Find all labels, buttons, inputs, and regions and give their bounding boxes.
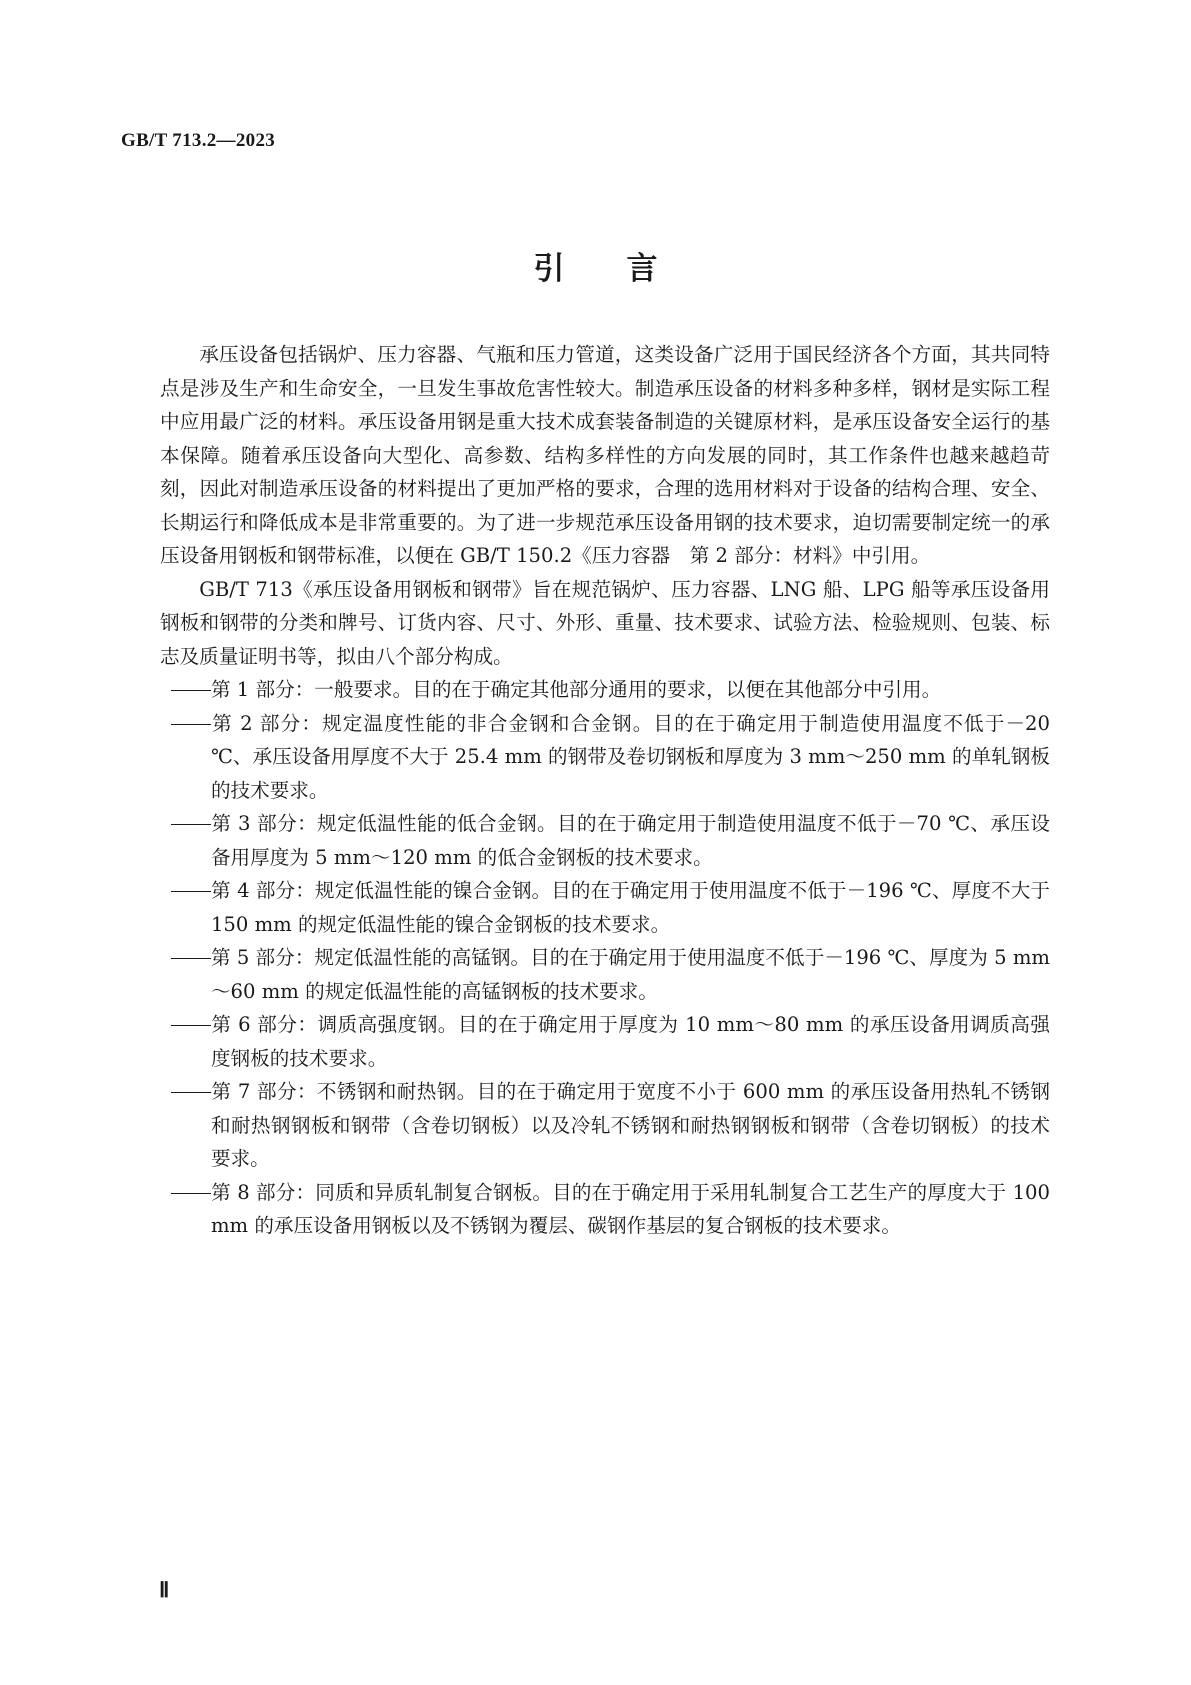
list-item-part-2 bbox=[160, 707, 1050, 808]
list-item-part-8 bbox=[160, 1176, 1050, 1243]
page-number: Ⅱ bbox=[159, 1578, 170, 1602]
list-item-text: 第 1 部分：一般要求。目的在于确定其他部分通用的要求，以便在其他部分中引用。 bbox=[210, 678, 942, 701]
list-item-part-6 bbox=[160, 1008, 1050, 1075]
dash-marker bbox=[160, 673, 211, 707]
list-item-part-1 bbox=[160, 673, 1050, 707]
dash-marker bbox=[160, 807, 211, 841]
list-item-part-4 bbox=[160, 874, 1050, 941]
list-item-part-5 bbox=[160, 941, 1050, 1008]
list-item-text: 第 7 部分：不锈钢和耐热钢。目的在于确定用于宽度不小于 600 mm 的承压设备用热轧不锈钢和耐热钢钢板和钢带（含卷切钢板）以及冷轧不锈钢和耐热钢钢板和钢带（含卷切钢板）的技术要求。 bbox=[210, 1080, 1050, 1170]
dash-marker bbox=[160, 707, 211, 741]
intro-paragraph-2: GB/T 713《承压设备用钢板和钢带》旨在规范锅炉、压力容器、LNG 船、LPG 船等承压设备用钢板和钢带的分类和牌号、订货内容、尺寸、外形、重量、技术要求、试验方法、检验规则、包装、标志及质量证明书等，拟由八个部分构成。 bbox=[160, 577, 1050, 668]
list-item-text: 第 3 部分：规定低温性能的低合金钢。目的在于确定用于制造使用温度不低于－70 ℃、承压设备用厚度为 5 mm～120 mm 的低合金钢板的技术要求。 bbox=[210, 812, 1050, 869]
list-item-text: 第 2 部分：规定温度性能的非合金钢和合金钢。目的在于确定用于制造使用温度不低于－20 ℃、承压设备用厚度不大于 25.4 mm 的钢带及卷切钢板和厚度为 3 mm～250 mm 的单轧钢板的技术要求。 bbox=[210, 711, 1050, 802]
dash-marker bbox=[160, 1075, 211, 1109]
list-item-text: 第 4 部分：规定低温性能的镍合金钢。目的在于确定用于使用温度不低于－196 ℃、厚度不大于 150 mm 的规定低温性能的镍合金钢板的技术要求。 bbox=[210, 879, 1050, 936]
list-item-text: 第 6 部分：调质高强度钢。目的在于确定用于厚度为 10 mm～80 mm 的承压设备用调质高强度钢板的技术要求。 bbox=[210, 1013, 1050, 1070]
list-item-part-7 bbox=[160, 1075, 1050, 1176]
dash-marker bbox=[160, 874, 211, 908]
page-title: 引言 bbox=[533, 251, 720, 287]
list-item-text: 第 5 部分：规定低温性能的高锰钢。目的在于确定用于使用温度不低于－196 ℃、厚度为 5 mm～60 mm 的规定低温性能的高锰钢板的技术要求。 bbox=[210, 946, 1050, 1003]
document-body bbox=[160, 338, 1050, 1243]
list-item-part-3 bbox=[160, 807, 1050, 874]
list-item-text: 第 8 部分：同质和异质轧制复合钢板。目的在于确定用于采用轧制复合工艺生产的厚度大于 100 mm 的承压设备用钢板以及不锈钢为覆层、碳钢作基层的复合钢板的技术要求。 bbox=[210, 1180, 1050, 1237]
dash-marker bbox=[160, 1176, 211, 1210]
intro-paragraph-1: 承压设备包括锅炉、压力容器、气瓶和压力管道，这类设备广泛用于国民经济各个方面，其共同特点是涉及生产和生命安全，一旦发生事故危害性较大。制造承压设备的材料多种多样，钢材是实际工程中应用最广泛的材料。承压设备用钢是重大技术成套装备制造的关键原材料，是承压设备安全运行的基本保障。随着承压设备向大型化、高参数、结构多样性的方向发展的同时，其工作条件也越来越趋苛刻，因此对制造承压设备的材料提出了更加严格的要求，合理的选用材料对于设备的结构合理、安全、长期运行和降低成本是非常重要的。为了进一步规范承压设备用钢的技术要求，迫切需要制定统一的承压设备用钢板和钢带标准，以便在 GB/T 150.2《压力容器 第 2 部分：材料》中引用。 bbox=[160, 343, 1050, 567]
dash-marker bbox=[160, 1008, 211, 1042]
dash-marker bbox=[160, 941, 211, 975]
document-id: GB/T 713.2—2023 bbox=[121, 130, 276, 151]
